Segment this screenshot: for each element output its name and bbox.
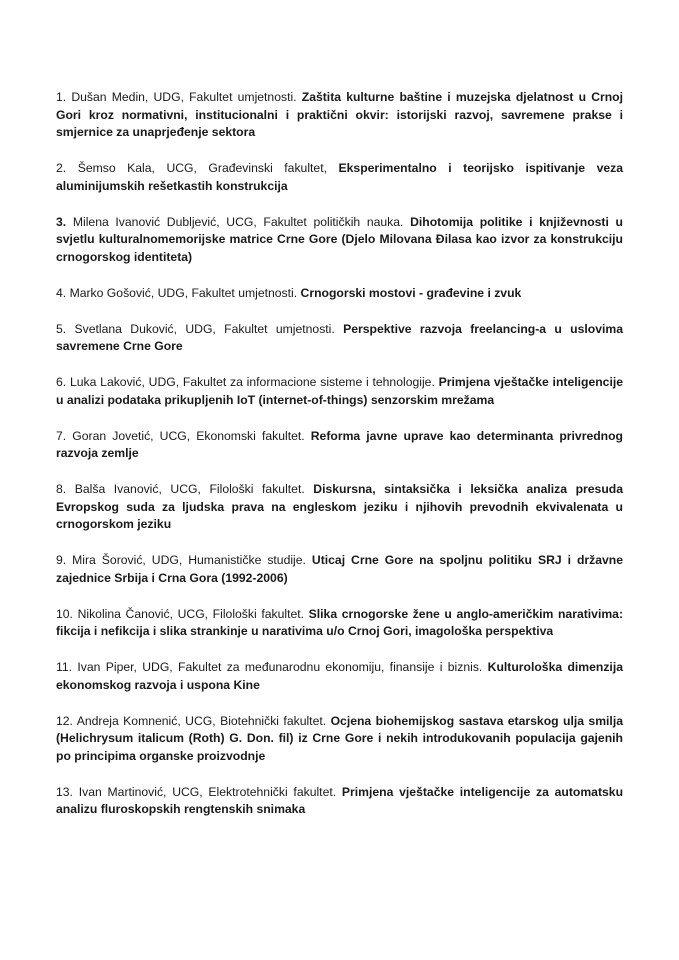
entry-title: Kulturološka dimenzija ekonomskog razvoja i uspona Kine [56, 660, 623, 692]
list-item [56, 552, 623, 587]
entry-author: Marko Gošović, UDG, Fakultet umjetnosti. [69, 285, 298, 300]
entry-title: Primjena vještačke inteligencije u analizi podataka prikupljenih IoT (internet-of-things) senzorskim mrežama [56, 375, 623, 407]
entry-title: Crnogorski mostovi - građevine i zvuk [300, 285, 522, 300]
entry-author: Goran Jovetić, UCG, Ekonomski fakultet. [72, 428, 305, 443]
list-item [56, 89, 623, 142]
entry-title: Eksperimentalno i teorijsko ispitivanje veza aluminijumskih rešetkastih konstrukcija [56, 161, 624, 193]
entry-number: 11. [56, 660, 73, 674]
list-item [56, 481, 623, 534]
entry-author: Balša Ivanović, UCG, Filološki fakultet. [74, 482, 305, 496]
list-item [56, 659, 623, 694]
entry-title: Ocjena biohemijskog sastava etarskog ulja smilja (Helichrysum italicum (Roth) G. Don. fil) iz Crne Gore i nekih introdukovanih populacija gajenih po principima organske proizvodnje [56, 713, 623, 763]
entry-number: 10. [56, 606, 73, 621]
entry-title: Diskursna, sintaksička i leksička analiza presuda Evropskog suda za ljudska prava na engleskom jeziku i njihovih prevodnih ekvivalenata u crnogorskom jeziku [56, 482, 623, 531]
entry-number: 7. [56, 428, 67, 443]
list-item [56, 374, 623, 409]
document-page [56, 89, 623, 837]
list-item [56, 713, 623, 766]
entry-author: Ivan Martinović, UCG, Elektrotehnički fakultet. [78, 784, 337, 799]
entry-author: Luka Laković, UDG, Fakultet za informacione sisteme i tehnologije. [69, 375, 435, 389]
list-item [56, 784, 623, 819]
entry-number: 3. [56, 214, 67, 229]
entry-number: 6. [56, 375, 67, 389]
list-item [56, 606, 623, 641]
entry-number: 5. [56, 321, 67, 336]
entry-author: Mira Šorović, UDG, Humanističke studije. [72, 553, 306, 567]
entry-title: Slika crnogorske žene u anglo-američkim narativima: fikcija i nefikcija i slika strankinje u narativima u/o Crnoj Gori, imagološka perspektiva [56, 606, 624, 638]
entry-author: Dušan Medin, UDG, Fakultet umjetnosti. [71, 90, 297, 104]
list-item [56, 285, 623, 303]
entry-number: 1. [56, 90, 67, 104]
list-item [56, 428, 623, 463]
entry-title: Uticaj Crne Gore na spoljnu politiku SRJ i državne zajednice Srbija i Crna Gora (1992-2006) [56, 553, 624, 585]
list-item [56, 160, 623, 195]
entry-author: Nikolina Čanović, UCG, Filološki fakultet. [77, 606, 305, 621]
entry-number: 9. [56, 553, 67, 567]
entry-number: 12. [56, 713, 73, 728]
entry-number: 4. [56, 285, 67, 300]
entry-title: Dihotomija politike i književnosti u svjetlu kulturalnomemorijske matrice Crne Gore (Djelo Milovana Đilasa kao izvor za konstrukciju crnogorskog identiteta) [56, 214, 623, 264]
entry-author: Milena Ivanović Dubljević, UCG, Fakultet političkih nauka. [72, 214, 404, 229]
list-item [56, 321, 623, 356]
entry-title: Zaštita kulturne baštine i muzejska djelatnost u Crnoj Gori kroz normativni, institucionalni i praktični okvir: istorijski razvoj, savremene prakse i smjernice za unaprjeđenje sektora [56, 90, 624, 139]
entry-author: Ivan Piper, UDG, Fakultet za međunarodnu ekonomiju, finansije i biznis. [77, 660, 483, 674]
entry-author: Šemso Kala, UCG, Građevinski fakultet, [77, 161, 327, 175]
entry-title: Primjena vještačke inteligencije za automatsku analizu fluroskopskih rengtenskih snimaka [56, 784, 624, 816]
entry-number: 8. [56, 482, 67, 496]
entry-author: Svetlana Duković, UDG, Fakultet umjetnosti. [74, 321, 335, 336]
entry-author: Andreja Komnenić, UCG, Biotehnički fakultet. [76, 713, 327, 728]
entry-number: 13. [56, 784, 73, 799]
list-item [56, 214, 623, 267]
entry-number: 2. [56, 161, 67, 175]
entry-title: Perspektive razvoja freelancing-a u uslovima savremene Crne Gore [56, 321, 624, 353]
entry-title: Reforma javne uprave kao determinanta privrednog razvoja zemlje [56, 428, 624, 460]
